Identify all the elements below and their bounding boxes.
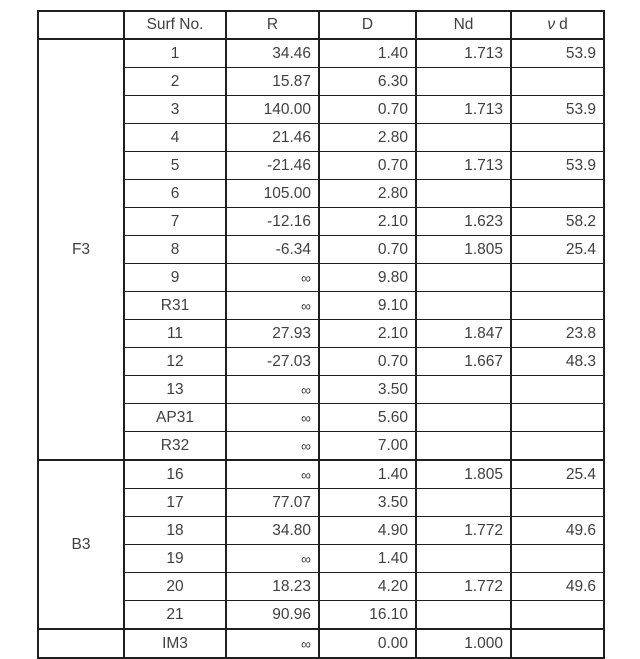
cell-vd: 25.4 [511,236,604,264]
cell-d: 4.20 [319,573,416,601]
cell-vd [511,180,604,208]
cell-nd: 1.847 [416,320,511,348]
table-row [38,39,604,68]
cell-d: 2.10 [319,320,416,348]
cell-nd: 1.772 [416,573,511,601]
cell-surf: 13 [124,376,226,404]
cell-d: 0.70 [319,96,416,124]
cell-vd: 48.3 [511,348,604,376]
cell-d: 9.80 [319,264,416,292]
cell-r: 34.80 [226,517,319,545]
cell-surf: 6 [124,180,226,208]
table-body [38,39,604,658]
cell-d: 2.80 [319,180,416,208]
cell-vd: 25.4 [511,460,604,489]
cell-r: 18.23 [226,573,319,601]
cell-r: ∞ [226,376,319,404]
cell-vd [511,489,604,517]
cell-vd [511,68,604,96]
cell-nd: 1.713 [416,96,511,124]
cell-nd [416,124,511,152]
cell-d: 5.60 [319,404,416,432]
cell-d: 2.80 [319,124,416,152]
cell-nd: 1.000 [416,629,511,658]
cell-vd: 53.9 [511,96,604,124]
header-nd: Nd [416,11,511,39]
cell-surf: 4 [124,124,226,152]
cell-vd [511,629,604,658]
cell-r: 15.87 [226,68,319,96]
cell-r: -27.03 [226,348,319,376]
cell-surf: 12 [124,348,226,376]
cell-d: 0.70 [319,152,416,180]
cell-r: ∞ [226,432,319,461]
cell-r: ∞ [226,629,319,658]
header-nu-d [511,11,604,39]
cell-nd [416,404,511,432]
cell-nd [416,292,511,320]
cell-surf: 3 [124,96,226,124]
cell-r: ∞ [226,292,319,320]
cell-d: 4.90 [319,517,416,545]
cell-d: 3.50 [319,489,416,517]
cell-surf: 16 [124,460,226,489]
cell-vd [511,404,604,432]
header-row [38,11,604,39]
cell-d: 7.00 [319,432,416,461]
cell-nd: 1.713 [416,152,511,180]
cell-vd: 53.9 [511,152,604,180]
cell-d: 1.40 [319,39,416,68]
cell-vd: 58.2 [511,208,604,236]
cell-d: 9.10 [319,292,416,320]
cell-vd [511,376,604,404]
nu-symbol: ν [547,16,556,33]
group-label: F3 [38,39,124,460]
cell-surf: 20 [124,573,226,601]
cell-d: 0.70 [319,236,416,264]
cell-nd [416,601,511,630]
cell-nd [416,376,511,404]
cell-vd: 49.6 [511,517,604,545]
cell-vd [511,432,604,461]
cell-d: 3.50 [319,376,416,404]
cell-surf: 17 [124,489,226,517]
cell-vd: 53.9 [511,39,604,68]
cell-r: 90.96 [226,601,319,630]
cell-nd [416,264,511,292]
table-row [38,460,604,489]
cell-r: 21.46 [226,124,319,152]
cell-nd [416,489,511,517]
cell-vd [511,264,604,292]
lens-surface-data-table [37,10,605,659]
group-label [38,629,124,658]
cell-r: ∞ [226,545,319,573]
cell-surf: 21 [124,601,226,630]
cell-nd: 1.805 [416,236,511,264]
cell-vd [511,601,604,630]
cell-r: -21.46 [226,152,319,180]
header-group-cell [38,11,124,39]
cell-r: ∞ [226,404,319,432]
cell-surf: R32 [124,432,226,461]
group-label: B3 [38,460,124,629]
cell-surf: 19 [124,545,226,573]
cell-d: 0.70 [319,348,416,376]
cell-r: 140.00 [226,96,319,124]
cell-r: 77.07 [226,489,319,517]
cell-surf: 2 [124,68,226,96]
cell-nd [416,68,511,96]
cell-nd: 1.667 [416,348,511,376]
cell-d: 0.00 [319,629,416,658]
cell-vd [511,292,604,320]
cell-r: 34.46 [226,39,319,68]
cell-nd [416,180,511,208]
cell-vd [511,545,604,573]
cell-nd [416,432,511,461]
cell-nd: 1.772 [416,517,511,545]
header-d: D [319,11,416,39]
header-surf-no: Surf No. [124,11,226,39]
cell-vd: 23.8 [511,320,604,348]
cell-r: ∞ [226,460,319,489]
cell-vd [511,124,604,152]
cell-r: -6.34 [226,236,319,264]
table-row [38,629,604,658]
cell-surf: R31 [124,292,226,320]
cell-surf: 18 [124,517,226,545]
cell-surf: 9 [124,264,226,292]
cell-r: 27.93 [226,320,319,348]
cell-surf: 7 [124,208,226,236]
cell-vd: 49.6 [511,573,604,601]
cell-d: 1.40 [319,460,416,489]
nu-d-suffix: d [559,16,568,33]
cell-nd: 1.805 [416,460,511,489]
cell-nd: 1.713 [416,39,511,68]
cell-nd: 1.623 [416,208,511,236]
cell-r: -12.16 [226,208,319,236]
cell-surf: AP31 [124,404,226,432]
cell-d: 6.30 [319,68,416,96]
cell-nd [416,545,511,573]
cell-surf: 11 [124,320,226,348]
cell-r: 105.00 [226,180,319,208]
cell-surf: IM3 [124,629,226,658]
header-r: R [226,11,319,39]
cell-surf: 5 [124,152,226,180]
cell-d: 2.10 [319,208,416,236]
cell-surf: 8 [124,236,226,264]
cell-surf: 1 [124,39,226,68]
cell-d: 16.10 [319,601,416,630]
cell-r: ∞ [226,264,319,292]
cell-d: 1.40 [319,545,416,573]
